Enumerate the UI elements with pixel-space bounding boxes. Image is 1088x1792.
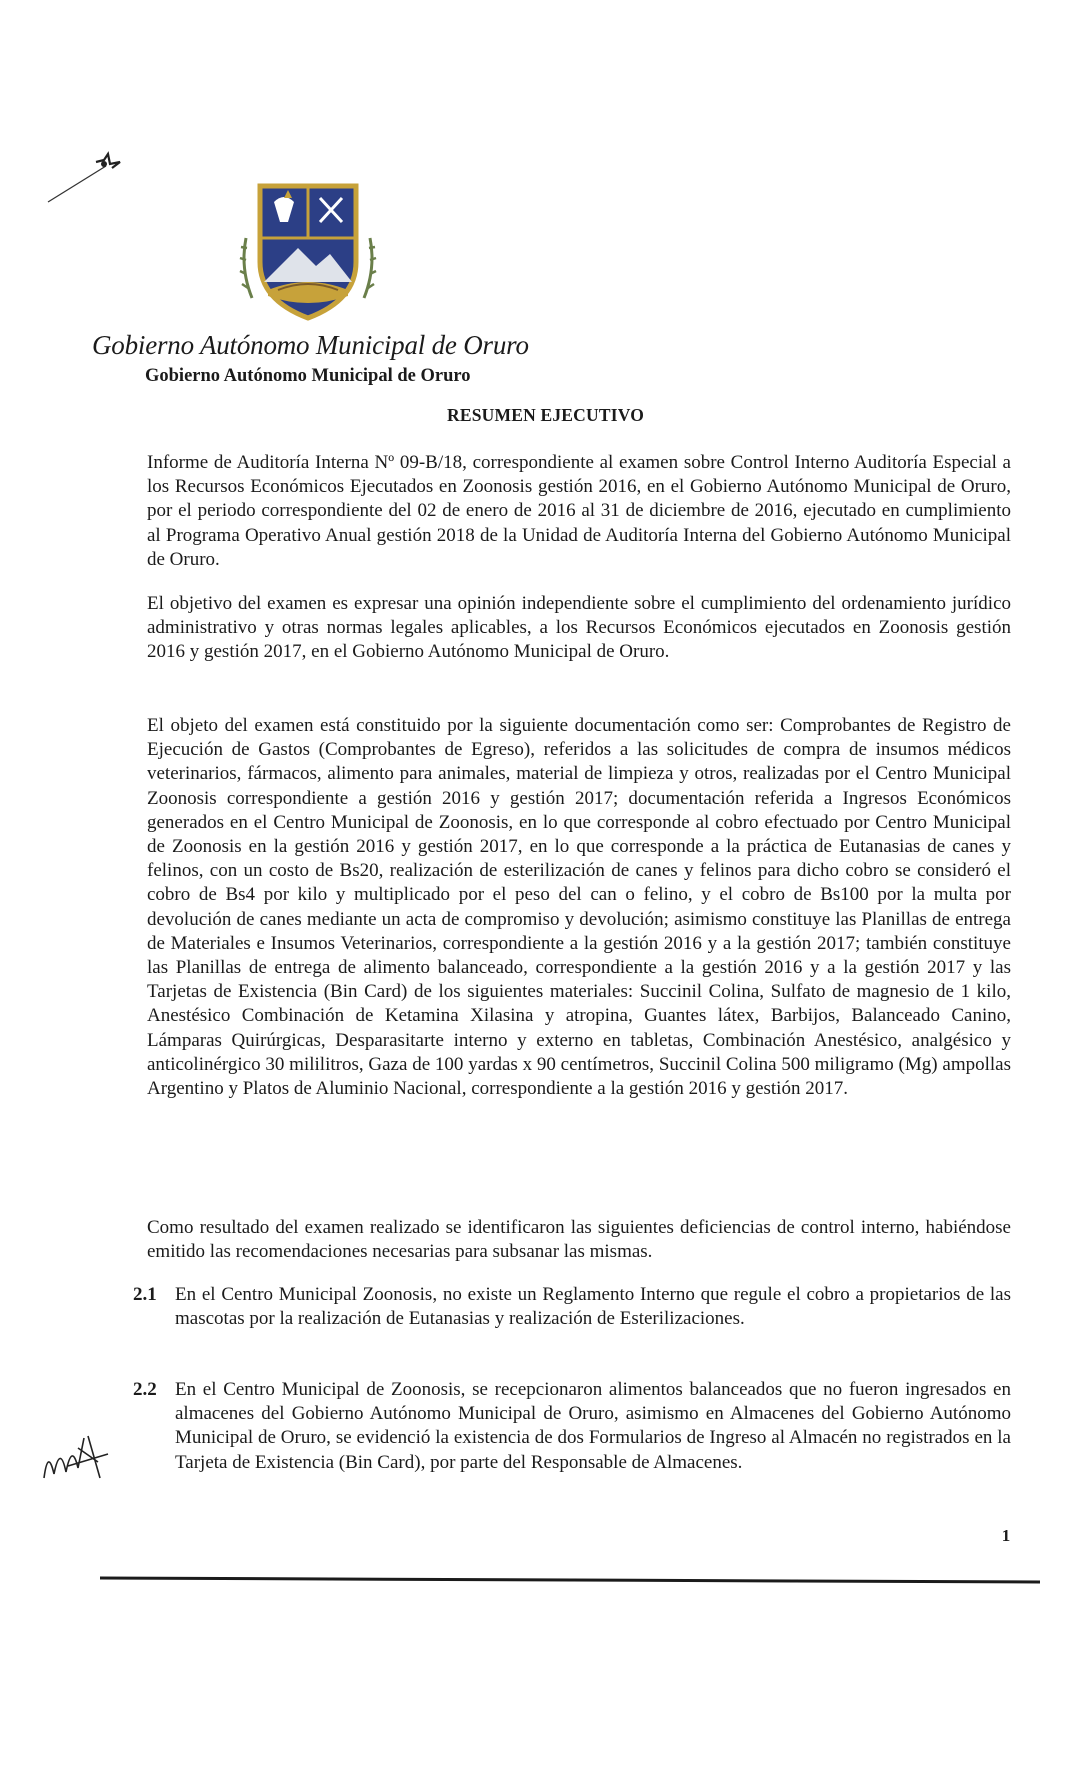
pen-mark-icon	[44, 150, 134, 210]
municipal-seal-icon	[238, 178, 378, 328]
page-number: 1	[1001, 1526, 1011, 1545]
paragraph-objective: El objetivo del examen es expresar una opinión independiente sobre el cumplimiento del ordenamiento jurídico administrativo y otras normas legales aplicables, a los Recursos Económicos ejecutados en Zoonosis gestión 2016 y gestión 2017, en el Gobierno Autónomo Municipal de Oruro.	[147, 593, 1011, 663]
finding-text: En el Centro Municipal de Zoonosis, se recepcionaron alimentos balanceados que no fueron ingresados en almacenes del Gobierno Autónomo Municipal de Oruro, asimismo en Almacenes del Gobierno Autónomo Municipal de Oruro, se evidenció la existencia de dos Formularios de Ingreso al Almacén no registrados en la Tarjeta de Existencia (Bin Card), por parte del Responsable de Almacenes.	[175, 1379, 1011, 1473]
finding-number: 2.1	[133, 1284, 157, 1305]
municipality-header-script: Gobierno Autónomo Municipal de Oruro	[92, 330, 529, 360]
signature-icon	[38, 1418, 128, 1498]
finding-item	[133, 1283, 1011, 1331]
document-title: RESUMEN EJECUTIVO	[447, 405, 645, 425]
municipality-header-bold: Gobierno Autónomo Municipal de Oruro	[145, 366, 471, 386]
finding-text: En el Centro Municipal Zoonosis, no existe un Reglamento Interno que regule el cobro a propietarios de las mascotas por la realización de Eutanasias y realización de Esterilizaciones.	[175, 1284, 1011, 1330]
footer-rule	[100, 1574, 1040, 1586]
paragraph-intro: Informe de Auditoría Interna Nº 09-B/18, correspondiente al examen sobre Control Interno Auditoría Especial a los Recursos Económicos Ejecutados en Zoonosis gestión 2016, en el Gobierno Autónomo Municipal de Oruro, por el periodo correspondiente del 02 de enero de 2016 al 31 de diciembre de 2016, ejecutado en cumplimiento al Programa Operativo Anual gestión 2018 de la Unidad de Auditoría Interna del Gobierno Autónomo Municipal de Oruro.	[147, 452, 1011, 570]
finding-number: 2.2	[133, 1379, 157, 1400]
finding-item	[133, 1378, 1011, 1475]
paragraph-results: Como resultado del examen realizado se identificaron las siguientes deficiencias de control interno, habiéndose emitido las recomendaciones necesarias para subsanar las mismas.	[147, 1217, 1011, 1263]
paragraph-object: El objeto del examen está constituido por la siguiente documentación como ser: Comprobantes de Registro de Ejecución de Gastos (Comprobantes de Egreso), referidos a las solicitudes de compra de insumos médicos veterinarios, fármacos, alimento para animales, material de limpieza y otros, realizadas por el Centro Municipal Zoonosis correspondiente a gestión 2016 y gestión 2017; documentación referida a Ingresos Económicos generados en el Centro Municipal de Zoonosis, en lo que corresponde al cobro efectuado por Centro Municipal de Zoonosis en la gestión 2016 y gestión 2017, en lo que corresponde a la práctica de Eutanasias de canes y felinos, con un costo de Bs20, realización de esterilización de canes y felinos para dicho cobro se consideró el cobro de Bs4 por kilo y multiplicado por el peso del can o felino, y el cobro de Bs100 por la multa por devolución de canes mediante un acta de compromiso y devolución; asimismo constituye las Planillas de entrega de Materiales e Insumos Veterinarios, correspondiente a la gestión 2016 y a la gestión 2017; también constituye las Planillas de entrega de alimento balanceado, correspondiente a la gestión 2016 y a la gestión 2017 y las Tarjetas de Existencia (Bin Card) de los siguientes materiales: Succinil Colina, Sulfato de magnesio de 1 kilo, Anestésico Combinación de Ketamina Xilasina y atropina, Guantes látex, Barbijos, Balanceado Canino, Lámparas Quirúrgicas, Desparasitarte interno y externo en tabletas, Combinación Anestésico, analgésico y anticolinérgico 30 mililitros, Gaza de 100 yardas x 90 centímetros, Succinil Colina 500 miligramo (Mg) ampollas Argentino y Platos de Aluminio Nacional, correspondiente a la gestión 2016 y gestión 2017.	[147, 715, 1011, 1100]
